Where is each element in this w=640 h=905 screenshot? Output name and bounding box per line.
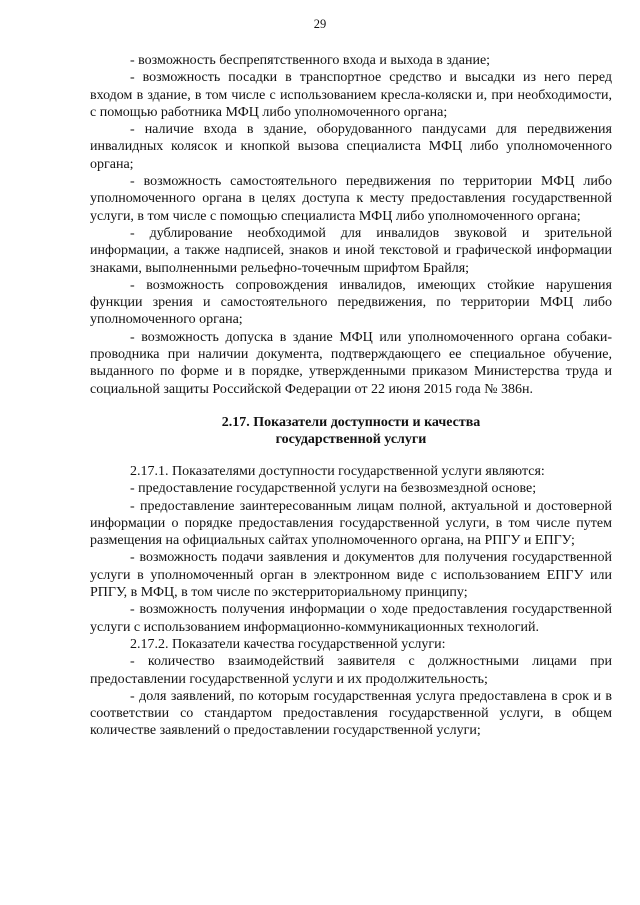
paragraph: - доля заявлений, по которым государственная услуга предоставлена в срок и в соответствии со стандартом предоставления государственной услуги, в общем количестве заявлений о предоставлении государственной услуги;: [90, 688, 612, 739]
paragraph: 2.17.2. Показатели качества государственной услуги:: [130, 636, 446, 652]
paragraph: - возможность самостоятельного передвижения по территории МФЦ либо уполномоченного органа в целях доступа к месту предоставления государственной услуги, в том числе с помощью специалиста МФЦ либо уполномоченного органа;: [90, 174, 612, 224]
paragraph: - предоставление заинтересованным лицам полной, актуальной и достоверной информации о порядке предоставления государственной услуги, в том числе путем размещения на официальных сайтах уполномоченного органа, на РПГУ и ЕПГУ;: [90, 498, 612, 549]
paragraph: - возможность допуска в здание МФЦ или уполномоченного органа собаки-проводника при наличии документа, подтверждающего ее специальное обучение, выданного по форме и в порядке, утвержденными приказом Министерства труда и социальной защиты Российской Федерации от 22 июня 2015 года № 386н.: [90, 329, 612, 397]
paragraph: - предоставление государственной услуги на безвозмездной основе;: [130, 481, 537, 497]
paragraph: 2.17.1. Показателями доступности государственной услуги являются:: [130, 463, 545, 479]
paragraph: - количество взаимодействий заявителя с должностными лицами при предоставлении государственной услуги и их продолжительность;: [90, 654, 612, 687]
paragraph: - возможность посадки в транспортное средство и высадки из него перед входом в здание, в том числе с использованием кресла-коляски и, при необходимости, с помощью работника МФЦ либо уполномоченного органа;: [90, 70, 612, 120]
section-heading-line: государственной услуги: [275, 432, 427, 448]
paragraph: - дублирование необходимой для инвалидов звуковой и зрительной информации, а также надписей, знаков и иной текстовой и графической информации знаками, выполненными рельефно-точечным шрифтом Брайля;: [90, 225, 612, 276]
paragraph: - возможность получения информации о ходе предоставления государственной услуги с использованием информационно-коммуникационных технологий.: [90, 602, 612, 635]
paragraph: - возможность подачи заявления и документов для получения государственной услуги в уполномоченный орган в электронном виде с использованием ЕПГУ или РПГУ, в МФЦ, в том числе по экстерриториальному принципу;: [90, 550, 612, 601]
paragraph: - возможность сопровождения инвалидов, имеющих стойкие нарушения функции зрения и самостоятельного передвижения, по территории МФЦ либо уполномоченного органа;: [90, 277, 612, 328]
document-body: [90, 52, 612, 740]
paragraph: - возможность беспрепятственного входа и выхода в здание;: [130, 53, 491, 68]
paragraph: - наличие входа в здание, оборудованного пандусами для передвижения инвалидных колясок и кнопкой вызова специалиста МФЦ либо уполномоченного органа;: [90, 122, 612, 172]
section-heading: [90, 414, 612, 449]
section-heading-line: 2.17. Показатели доступности и качества: [221, 414, 481, 430]
page-number: 29: [313, 17, 327, 31]
